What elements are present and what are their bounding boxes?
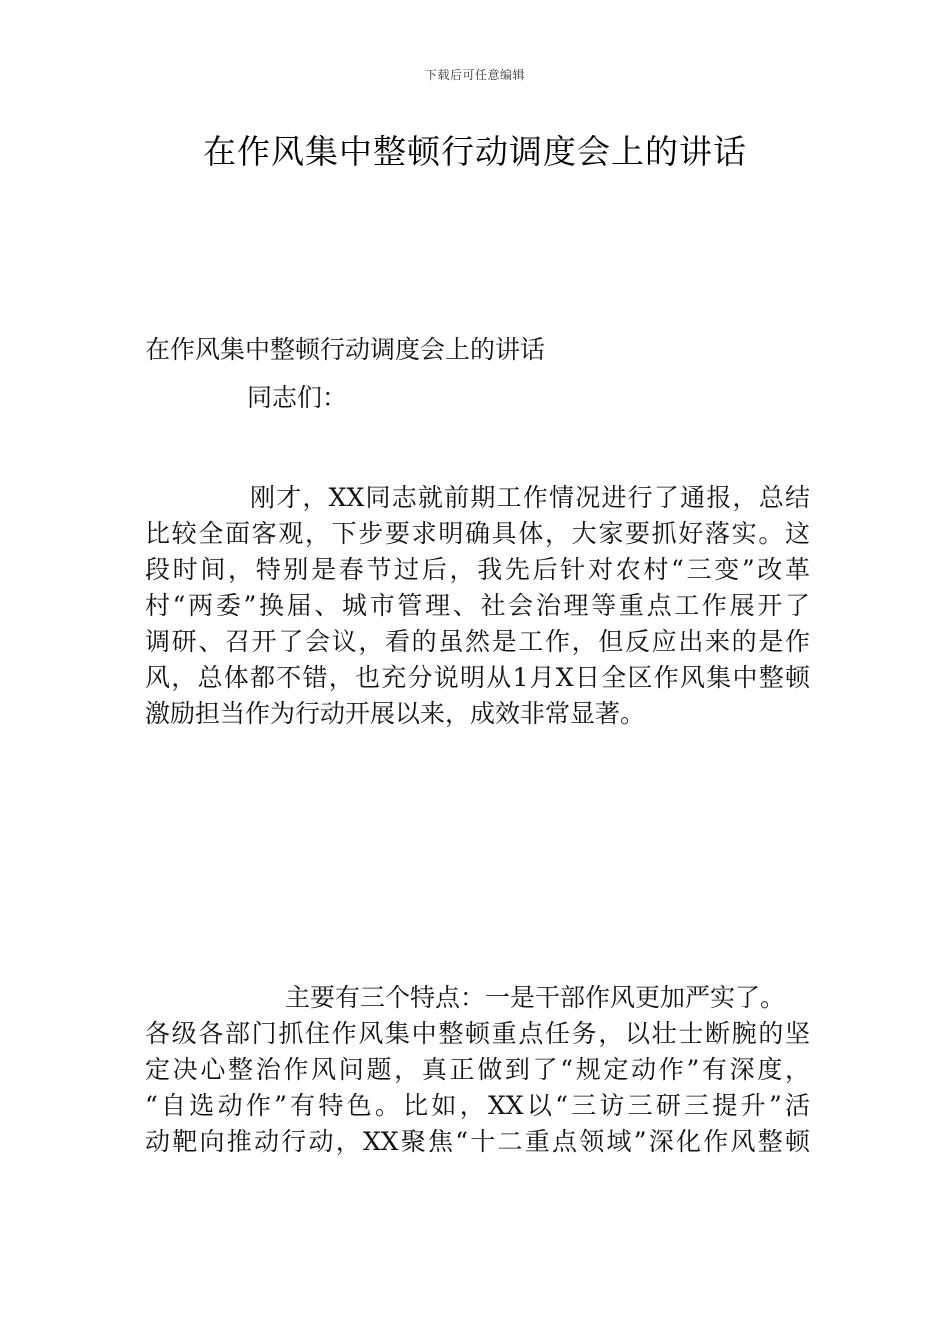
- paragraph-line: 刚才，XX同志就前期工作情况进行了通报，总结: [250, 483, 810, 512]
- paragraph-line: 段时间，特别是春节过后，我先后针对农村“三变”改革: [145, 555, 810, 584]
- paragraph-line: 动靶向推动行动，XX聚焦“十二重点领域”深化作风整顿: [145, 1127, 810, 1156]
- salutation: 同志们：: [247, 383, 348, 412]
- paragraph-line: 定决心整治作风问题，真正做到了“规定动作”有深度，: [145, 1055, 810, 1084]
- paragraph-line: 主要有三个特点：一是干部作风更加严实了。: [285, 983, 786, 1012]
- paragraph-line: 调研、召开了会议，看的虽然是工作，但反应出来的是作: [145, 627, 810, 656]
- paragraph-line: 比较全面客观，下步要求明确具体，大家要抓好落实。这: [145, 519, 810, 548]
- paragraph-1: [145, 480, 810, 732]
- paragraph-line: 村“两委”换届、城市管理、社会治理等重点工作展开了: [145, 591, 810, 620]
- document-title: 在作风集中整顿行动调度会上的讲话: [203, 132, 747, 171]
- paragraph-2: [145, 980, 810, 1160]
- speech-subtitle: 在作风集中整顿行动调度会上的讲话: [145, 335, 546, 364]
- paragraph-line: 激励担当作为行动开展以来，成效非常显著。: [145, 699, 646, 728]
- header-note: 下载后可任意编辑: [424, 68, 525, 82]
- paragraph-line: 各级各部门抓住作风集中整顿重点任务，以壮士断腕的坚: [145, 1019, 810, 1048]
- paragraph-line: “自选动作”有特色。比如，XX以“三访三研三提升”活: [145, 1091, 810, 1120]
- paragraph-line: 风，总体都不错，也充分说明从1月X日全区作风集中整顿: [145, 663, 810, 692]
